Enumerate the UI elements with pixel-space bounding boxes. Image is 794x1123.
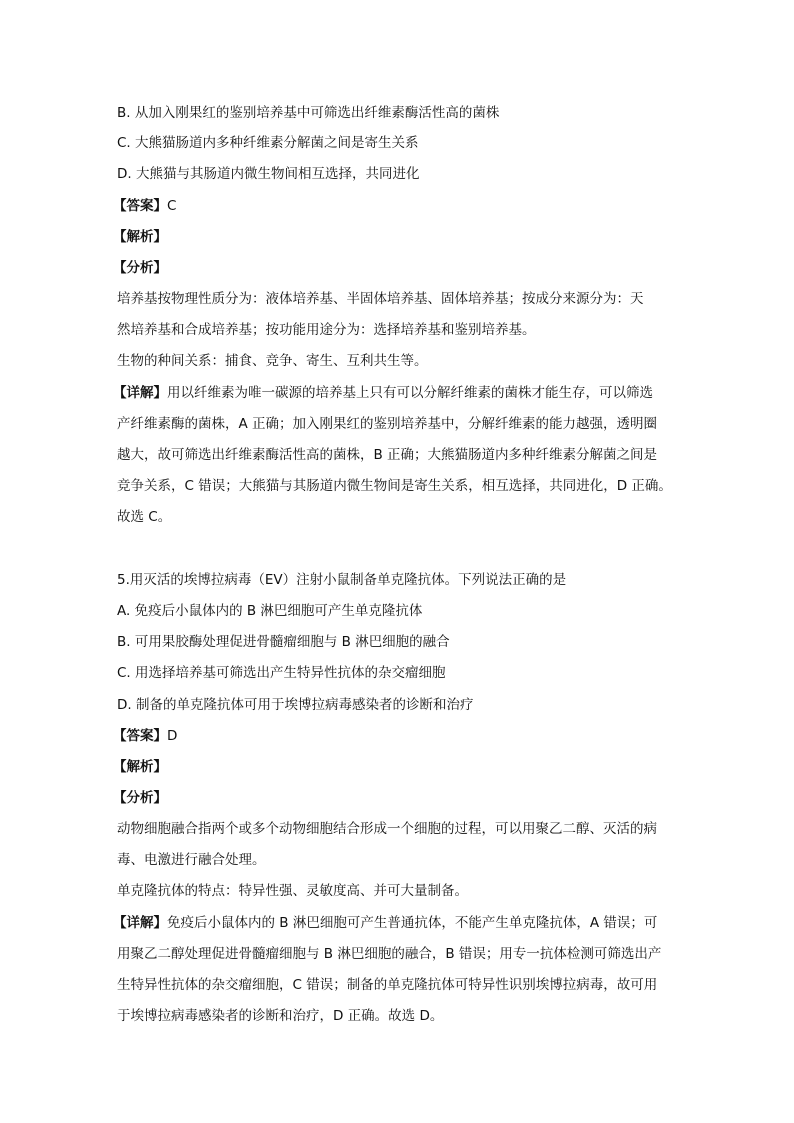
q4-fenxi-label: 【分析】 (113, 260, 167, 276)
q5-option-a: A. 免疫后小鼠体内的 B 淋巴细胞可产生单克隆抗体 (117, 603, 423, 619)
q5-option-d: D. 制备的单克隆抗体可用于埃博拉病毒感染者的诊断和治疗 (117, 697, 474, 713)
answer-value: C (167, 198, 177, 214)
q5-fenxi-line: 动物细胞融合指两个或多个动物细胞结合形成一个细胞的过程，可以用聚乙二醇、灭活的病 (117, 821, 657, 837)
detail-text: 用以纤维素为唯一碳源的培养基上只有可以分解纤维素的菌株才能生存，可以筛选 (167, 385, 653, 401)
q4-fenxi-line: 培养基按物理性质分为：液体培养基、半固体培养基、固体培养基；按成分来源分为：天 (117, 291, 644, 307)
detail-label: 【详解】 (113, 385, 167, 401)
q4-jiexi-label: 【解析】 (113, 229, 167, 245)
q5-option-c: C. 用选择培养基可筛选出产生特异性抗体的杂交瘤细胞 (117, 665, 446, 681)
q5-fenxi-line: 单克隆抗体的特点：特异性强、灵敏度高、并可大量制备。 (117, 883, 468, 899)
q5-detail-line: 于埃博拉病毒感染者的诊断和治疗，D 正确。故选 D。 (117, 1008, 444, 1024)
q5-option-b: B. 可用果胶酶处理促进骨髓瘤细胞与 B 淋巴细胞的融合 (117, 634, 450, 650)
q4-fenxi-line: 然培养基和合成培养基；按功能用途分为：选择培养基和鉴别培养基。 (117, 322, 536, 338)
q4-answer (113, 196, 176, 216)
q4-detail-line: 产纤维素酶的菌株，A 正确；加入刚果红的鉴别培养基中，分解纤维素的能力越强，透明圈 (117, 416, 658, 432)
q5-detail-first (113, 913, 673, 933)
q5-jiexi-label: 【解析】 (113, 759, 167, 775)
q4-detail-line: 故选 C。 (117, 509, 172, 525)
answer-label: 【答案】 (113, 198, 167, 214)
q5-detail-line: 生特异性抗体的杂交瘤细胞，C 错误；制备的单克隆抗体可特异性识别埃博拉病毒，故可用 (117, 977, 658, 993)
q4-detail-line: 越大，故可筛选出纤维素酶活性高的菌株，B 正确；大熊猫肠道内多种纤维素分解菌之间是 (117, 447, 658, 463)
answer-label: 【答案】 (113, 728, 167, 744)
answer-value: D (167, 728, 178, 744)
q4-option-b: B. 从加入刚果红的鉴别培养基中可筛选出纤维素酶活性高的菌株 (117, 105, 500, 121)
q5-fenxi-label: 【分析】 (113, 790, 167, 806)
q4-detail-line: 竞争关系，C 错误；大熊猫与其肠道内微生物间是寄生关系，相互选择，共同进化，D 正确。 (117, 478, 672, 494)
detail-text: 免疫后小鼠体内的 B 淋巴细胞可产生普通抗体，不能产生单克隆抗体，A 错误；可 (167, 915, 658, 931)
q5-fenxi-line: 毒、电激进行融合处理。 (117, 852, 266, 868)
q4-option-c: C. 大熊猫肠道内多种纤维素分解菌之间是寄生关系 (117, 135, 419, 151)
q4-fenxi-line: 生物的种间关系：捕食、竞争、寄生、互利共生等。 (117, 353, 428, 369)
q5-detail-line: 用聚乙二醇处理促进骨髓瘤细胞与 B 淋巴细胞的融合，B 错误；用专一抗体检测可筛选出产 (117, 946, 662, 962)
q4-option-d: D. 大熊猫与其肠道内微生物间相互选择，共同进化 (117, 166, 420, 182)
q5-stem: 5.用灭活的埃博拉病毒（EV）注射小鼠制备单克隆抗体。下列说法正确的是 (117, 572, 567, 588)
detail-label: 【详解】 (113, 915, 167, 931)
q4-detail-first (113, 383, 673, 403)
q5-answer (113, 726, 177, 746)
